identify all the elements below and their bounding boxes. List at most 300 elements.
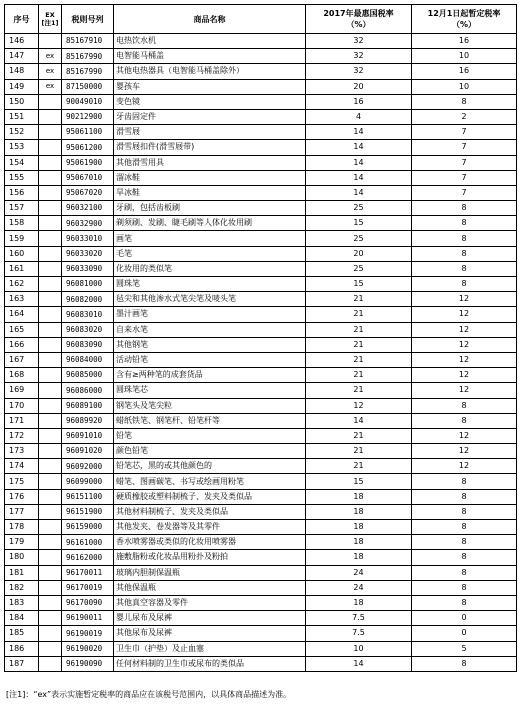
table-row bbox=[5, 520, 517, 535]
cell-name: 婴儿尿布及尿裤 bbox=[114, 611, 306, 626]
cell-name: 电热饮水机 bbox=[114, 34, 306, 49]
cell-no: 175 bbox=[5, 474, 39, 489]
cell-rate-dec: 10 bbox=[412, 79, 517, 94]
cell-code: 85167910 bbox=[62, 34, 114, 49]
table-row bbox=[5, 383, 517, 398]
cell-ex bbox=[39, 216, 62, 231]
cell-rate-2017: 16 bbox=[306, 94, 412, 109]
cell-code: 96032100 bbox=[62, 201, 114, 216]
cell-rate-dec: 7 bbox=[412, 140, 517, 155]
cell-rate-dec: 8 bbox=[412, 201, 517, 216]
cell-code: 96085000 bbox=[62, 368, 114, 383]
col-header-rate-dec-unit: （%） bbox=[451, 20, 476, 29]
table-row bbox=[5, 474, 517, 489]
cell-code: 96086000 bbox=[62, 383, 114, 398]
table-row bbox=[5, 34, 517, 49]
cell-no: 185 bbox=[5, 626, 39, 641]
cell-code: 95067010 bbox=[62, 170, 114, 185]
cell-code: 95061100 bbox=[62, 125, 114, 140]
col-header-no: 序号 bbox=[5, 5, 39, 34]
cell-rate-dec: 12 bbox=[412, 383, 517, 398]
cell-code: 96084000 bbox=[62, 352, 114, 367]
cell-rate-2017: 21 bbox=[306, 337, 412, 352]
cell-rate-2017: 18 bbox=[306, 504, 412, 519]
cell-ex bbox=[39, 125, 62, 140]
cell-rate-2017: 24 bbox=[306, 580, 412, 595]
cell-name: 含有≥两种笔的成套货品 bbox=[114, 368, 306, 383]
cell-ex: ex bbox=[39, 49, 62, 64]
cell-name: 圆珠笔芯 bbox=[114, 383, 306, 398]
table-row bbox=[5, 352, 517, 367]
cell-no: 171 bbox=[5, 413, 39, 428]
cell-no: 151 bbox=[5, 109, 39, 124]
cell-rate-dec: 12 bbox=[412, 428, 517, 443]
cell-no: 157 bbox=[5, 201, 39, 216]
cell-no: 167 bbox=[5, 352, 39, 367]
cell-code: 96170019 bbox=[62, 580, 114, 595]
table-row bbox=[5, 261, 517, 276]
cell-no: 178 bbox=[5, 520, 39, 535]
cell-rate-dec: 8 bbox=[412, 246, 517, 261]
table-row bbox=[5, 292, 517, 307]
cell-rate-dec: 8 bbox=[412, 580, 517, 595]
table-row bbox=[5, 307, 517, 322]
table-row bbox=[5, 565, 517, 580]
cell-rate-dec: 16 bbox=[412, 64, 517, 79]
cell-no: 172 bbox=[5, 428, 39, 443]
table-row bbox=[5, 155, 517, 170]
cell-rate-2017: 21 bbox=[306, 368, 412, 383]
cell-ex bbox=[39, 337, 62, 352]
cell-no: 148 bbox=[5, 64, 39, 79]
cell-rate-2017: 4 bbox=[306, 109, 412, 124]
table-body bbox=[5, 34, 517, 672]
cell-name: 施敷脂粉或化妆品用粉扑及粉拍 bbox=[114, 550, 306, 565]
cell-ex bbox=[39, 656, 62, 671]
cell-rate-2017: 14 bbox=[306, 170, 412, 185]
cell-rate-2017: 21 bbox=[306, 459, 412, 474]
cell-name: 其他发夹、卷发器等及其零件 bbox=[114, 520, 306, 535]
cell-code: 96033010 bbox=[62, 231, 114, 246]
cell-name: 其他真空容器及零件 bbox=[114, 595, 306, 610]
cell-rate-dec: 0 bbox=[412, 626, 517, 641]
cell-no: 177 bbox=[5, 504, 39, 519]
cell-code: 87150000 bbox=[62, 79, 114, 94]
cell-ex bbox=[39, 474, 62, 489]
col-header-name: 商品名称 bbox=[114, 5, 306, 34]
cell-name: 蜡纸铁笔、钢笔杆、铅笔杆等 bbox=[114, 413, 306, 428]
cell-ex bbox=[39, 428, 62, 443]
cell-name: 其他电热器具（电智能马桶盖除外） bbox=[114, 64, 306, 79]
cell-name: 任何材料制的卫生巾或尿布的类似品 bbox=[114, 656, 306, 671]
cell-ex bbox=[39, 261, 62, 276]
cell-rate-2017: 14 bbox=[306, 155, 412, 170]
cell-ex bbox=[39, 398, 62, 413]
cell-rate-2017: 32 bbox=[306, 34, 412, 49]
cell-rate-2017: 7.5 bbox=[306, 611, 412, 626]
cell-name: 香水喷雾器或类似的化妆用喷雾器 bbox=[114, 535, 306, 550]
cell-ex bbox=[39, 641, 62, 656]
cell-code: 96089920 bbox=[62, 413, 114, 428]
cell-no: 173 bbox=[5, 444, 39, 459]
cell-rate-2017: 21 bbox=[306, 383, 412, 398]
cell-ex bbox=[39, 231, 62, 246]
col-header-rate-dec bbox=[412, 5, 517, 34]
table-row bbox=[5, 322, 517, 337]
cell-no: 146 bbox=[5, 34, 39, 49]
cell-name: 毡尖和其他渗水式笔尖笔及唛头笔 bbox=[114, 292, 306, 307]
cell-name: 其他保温瓶 bbox=[114, 580, 306, 595]
cell-name: 玻璃内胆制保温瓶 bbox=[114, 565, 306, 580]
cell-ex bbox=[39, 535, 62, 550]
cell-rate-2017: 20 bbox=[306, 246, 412, 261]
cell-code: 96161000 bbox=[62, 535, 114, 550]
cell-rate-2017: 21 bbox=[306, 352, 412, 367]
cell-code: 96190011 bbox=[62, 611, 114, 626]
cell-ex bbox=[39, 322, 62, 337]
cell-rate-dec: 8 bbox=[412, 231, 517, 246]
cell-no: 180 bbox=[5, 550, 39, 565]
cell-rate-2017: 18 bbox=[306, 489, 412, 504]
table-row bbox=[5, 109, 517, 124]
cell-no: 181 bbox=[5, 565, 39, 580]
cell-ex bbox=[39, 565, 62, 580]
cell-no: 161 bbox=[5, 261, 39, 276]
cell-rate-dec: 7 bbox=[412, 155, 517, 170]
cell-code: 96081000 bbox=[62, 277, 114, 292]
cell-code: 96170090 bbox=[62, 595, 114, 610]
cell-name: 圆珠笔 bbox=[114, 277, 306, 292]
cell-code: 96159000 bbox=[62, 520, 114, 535]
table-row bbox=[5, 185, 517, 200]
cell-rate-dec: 8 bbox=[412, 474, 517, 489]
cell-name: 溜冰鞋 bbox=[114, 170, 306, 185]
table-row bbox=[5, 626, 517, 641]
table-row bbox=[5, 504, 517, 519]
table-row bbox=[5, 444, 517, 459]
cell-rate-2017: 25 bbox=[306, 201, 412, 216]
cell-ex bbox=[39, 94, 62, 109]
cell-name: 婴孩车 bbox=[114, 79, 306, 94]
cell-name: 其他尿布及尿裤 bbox=[114, 626, 306, 641]
cell-rate-2017: 15 bbox=[306, 277, 412, 292]
cell-rate-dec: 8 bbox=[412, 398, 517, 413]
cell-rate-2017: 12 bbox=[306, 398, 412, 413]
cell-ex bbox=[39, 580, 62, 595]
cell-code: 95061900 bbox=[62, 155, 114, 170]
cell-rate-2017: 7.5 bbox=[306, 626, 412, 641]
cell-ex: ex bbox=[39, 64, 62, 79]
cell-ex bbox=[39, 550, 62, 565]
cell-rate-dec: 7 bbox=[412, 170, 517, 185]
cell-name: 其他材料制梳子、发夹及类似品 bbox=[114, 504, 306, 519]
cell-ex bbox=[39, 611, 62, 626]
table-header-row bbox=[5, 5, 517, 34]
cell-rate-2017: 10 bbox=[306, 641, 412, 656]
table-row bbox=[5, 246, 517, 261]
table-row bbox=[5, 277, 517, 292]
table-row bbox=[5, 94, 517, 109]
cell-name: 卫生巾（护垫）及止血塞 bbox=[114, 641, 306, 656]
cell-rate-dec: 8 bbox=[412, 277, 517, 292]
cell-rate-dec: 8 bbox=[412, 504, 517, 519]
cell-ex bbox=[39, 444, 62, 459]
cell-code: 95067020 bbox=[62, 185, 114, 200]
cell-no: 187 bbox=[5, 656, 39, 671]
cell-code: 96170011 bbox=[62, 565, 114, 580]
cell-no: 184 bbox=[5, 611, 39, 626]
cell-ex bbox=[39, 201, 62, 216]
cell-rate-2017: 32 bbox=[306, 64, 412, 79]
cell-name: 铅笔 bbox=[114, 428, 306, 443]
cell-name: 其他滑雪用具 bbox=[114, 155, 306, 170]
cell-code: 90049010 bbox=[62, 94, 114, 109]
cell-rate-dec: 8 bbox=[412, 413, 517, 428]
cell-name: 滑雪屐 bbox=[114, 125, 306, 140]
table-row bbox=[5, 337, 517, 352]
cell-no: 152 bbox=[5, 125, 39, 140]
cell-ex bbox=[39, 109, 62, 124]
table-row bbox=[5, 79, 517, 94]
cell-no: 153 bbox=[5, 140, 39, 155]
cell-no: 179 bbox=[5, 535, 39, 550]
cell-rate-dec: 8 bbox=[412, 535, 517, 550]
cell-rate-2017: 32 bbox=[306, 49, 412, 64]
cell-rate-dec: 12 bbox=[412, 292, 517, 307]
cell-no: 186 bbox=[5, 641, 39, 656]
table-row bbox=[5, 125, 517, 140]
footnote: [注1]：“ex”表示实施暂定税率的商品应在该税号范围内，以具体商品描述为准。 bbox=[6, 690, 292, 699]
cell-name: 自来水笔 bbox=[114, 322, 306, 337]
cell-rate-dec: 8 bbox=[412, 550, 517, 565]
cell-rate-dec: 12 bbox=[412, 322, 517, 337]
cell-code: 85167990 bbox=[62, 49, 114, 64]
cell-name: 毛笔 bbox=[114, 246, 306, 261]
cell-no: 150 bbox=[5, 94, 39, 109]
col-header-rate-2017-label: 2017年最惠国税率 bbox=[323, 9, 394, 18]
cell-code: 96190020 bbox=[62, 641, 114, 656]
col-header-ex-note: [注1] bbox=[41, 19, 59, 27]
cell-code: 96190019 bbox=[62, 626, 114, 641]
cell-no: 176 bbox=[5, 489, 39, 504]
table-row bbox=[5, 201, 517, 216]
cell-ex bbox=[39, 520, 62, 535]
cell-name: 牙刷，包括齿板刷 bbox=[114, 201, 306, 216]
col-header-code: 税则号列 bbox=[62, 5, 114, 34]
cell-rate-2017: 14 bbox=[306, 656, 412, 671]
cell-ex bbox=[39, 185, 62, 200]
cell-ex bbox=[39, 170, 62, 185]
cell-code: 96089100 bbox=[62, 398, 114, 413]
cell-code: 96190090 bbox=[62, 656, 114, 671]
cell-rate-dec: 8 bbox=[412, 94, 517, 109]
cell-no: 155 bbox=[5, 170, 39, 185]
cell-no: 149 bbox=[5, 79, 39, 94]
cell-ex bbox=[39, 307, 62, 322]
cell-no: 183 bbox=[5, 595, 39, 610]
cell-code: 96151100 bbox=[62, 489, 114, 504]
table-row bbox=[5, 413, 517, 428]
cell-rate-dec: 8 bbox=[412, 656, 517, 671]
cell-rate-dec: 12 bbox=[412, 459, 517, 474]
cell-rate-dec: 12 bbox=[412, 337, 517, 352]
cell-code: 96091020 bbox=[62, 444, 114, 459]
cell-name: 旱冰鞋 bbox=[114, 185, 306, 200]
cell-ex bbox=[39, 413, 62, 428]
cell-rate-2017: 20 bbox=[306, 79, 412, 94]
cell-rate-dec: 8 bbox=[412, 520, 517, 535]
table-row bbox=[5, 64, 517, 79]
cell-no: 168 bbox=[5, 368, 39, 383]
table-row bbox=[5, 550, 517, 565]
cell-rate-dec: 12 bbox=[412, 307, 517, 322]
cell-ex bbox=[39, 155, 62, 170]
cell-code: 96151900 bbox=[62, 504, 114, 519]
cell-rate-dec: 8 bbox=[412, 595, 517, 610]
cell-rate-2017: 21 bbox=[306, 292, 412, 307]
cell-rate-2017: 18 bbox=[306, 595, 412, 610]
cell-rate-dec: 8 bbox=[412, 261, 517, 276]
cell-code: 96033090 bbox=[62, 261, 114, 276]
cell-ex bbox=[39, 352, 62, 367]
cell-name: 剃须刷、发刷、睫毛刷等人体化妆用刷 bbox=[114, 216, 306, 231]
cell-no: 182 bbox=[5, 580, 39, 595]
cell-rate-dec: 10 bbox=[412, 49, 517, 64]
cell-name: 颜色铅笔 bbox=[114, 444, 306, 459]
table-row bbox=[5, 535, 517, 550]
table-row bbox=[5, 368, 517, 383]
cell-code: 96083020 bbox=[62, 322, 114, 337]
table-row bbox=[5, 428, 517, 443]
col-header-rate-dec-label: 12月1日起暂定税率 bbox=[427, 9, 501, 18]
table-row bbox=[5, 656, 517, 671]
cell-rate-dec: 0 bbox=[412, 611, 517, 626]
cell-rate-2017: 14 bbox=[306, 140, 412, 155]
cell-code: 96082000 bbox=[62, 292, 114, 307]
cell-rate-dec: 8 bbox=[412, 489, 517, 504]
cell-no: 156 bbox=[5, 185, 39, 200]
cell-ex bbox=[39, 626, 62, 641]
cell-rate-dec: 8 bbox=[412, 565, 517, 580]
col-header-rate-2017-unit: （%） bbox=[346, 20, 371, 29]
cell-rate-dec: 12 bbox=[412, 368, 517, 383]
cell-no: 162 bbox=[5, 277, 39, 292]
cell-ex: ex bbox=[39, 79, 62, 94]
cell-ex bbox=[39, 34, 62, 49]
cell-rate-dec: 7 bbox=[412, 125, 517, 140]
cell-name: 铅笔芯，黑的或其他颜色的 bbox=[114, 459, 306, 474]
cell-ex bbox=[39, 489, 62, 504]
cell-ex bbox=[39, 459, 62, 474]
cell-rate-2017: 24 bbox=[306, 565, 412, 580]
cell-ex bbox=[39, 246, 62, 261]
cell-rate-dec: 16 bbox=[412, 34, 517, 49]
cell-rate-2017: 21 bbox=[306, 322, 412, 337]
cell-rate-2017: 21 bbox=[306, 307, 412, 322]
cell-name: 活动铅笔 bbox=[114, 352, 306, 367]
cell-ex bbox=[39, 368, 62, 383]
cell-code: 96033020 bbox=[62, 246, 114, 261]
cell-rate-2017: 15 bbox=[306, 474, 412, 489]
cell-code: 96099000 bbox=[62, 474, 114, 489]
tariff-table bbox=[4, 4, 517, 672]
cell-no: 165 bbox=[5, 322, 39, 337]
cell-name: 滑雪屐扣件(滑雪屐带) bbox=[114, 140, 306, 155]
cell-rate-dec: 2 bbox=[412, 109, 517, 124]
cell-name: 电智能马桶盖 bbox=[114, 49, 306, 64]
cell-rate-dec: 8 bbox=[412, 216, 517, 231]
cell-rate-dec: 5 bbox=[412, 641, 517, 656]
cell-code: 96092000 bbox=[62, 459, 114, 474]
cell-rate-2017: 14 bbox=[306, 185, 412, 200]
table-row bbox=[5, 49, 517, 64]
cell-ex bbox=[39, 292, 62, 307]
table-row bbox=[5, 595, 517, 610]
cell-no: 166 bbox=[5, 337, 39, 352]
col-header-ex-label: EX bbox=[45, 11, 55, 19]
table-row bbox=[5, 489, 517, 504]
cell-no: 159 bbox=[5, 231, 39, 246]
cell-name: 化妆用的类似笔 bbox=[114, 261, 306, 276]
cell-name: 画笔 bbox=[114, 231, 306, 246]
cell-code: 90212900 bbox=[62, 109, 114, 124]
cell-rate-dec: 7 bbox=[412, 185, 517, 200]
table-row bbox=[5, 398, 517, 413]
cell-name: 变色镜 bbox=[114, 94, 306, 109]
cell-name: 其他钢笔 bbox=[114, 337, 306, 352]
cell-rate-dec: 12 bbox=[412, 444, 517, 459]
table-row bbox=[5, 231, 517, 246]
cell-rate-2017: 14 bbox=[306, 413, 412, 428]
cell-name: 硬质橡胶或塑料制梳子、发夹及类似品 bbox=[114, 489, 306, 504]
cell-rate-2017: 21 bbox=[306, 444, 412, 459]
table-row bbox=[5, 641, 517, 656]
cell-no: 164 bbox=[5, 307, 39, 322]
cell-no: 158 bbox=[5, 216, 39, 231]
table-row bbox=[5, 611, 517, 626]
cell-code: 96083010 bbox=[62, 307, 114, 322]
cell-code: 95061200 bbox=[62, 140, 114, 155]
cell-code: 96083090 bbox=[62, 337, 114, 352]
cell-name: 墨汁画笔 bbox=[114, 307, 306, 322]
cell-no: 160 bbox=[5, 246, 39, 261]
cell-rate-2017: 21 bbox=[306, 428, 412, 443]
cell-rate-2017: 18 bbox=[306, 520, 412, 535]
cell-name: 钢笔头及笔尖粒 bbox=[114, 398, 306, 413]
cell-ex bbox=[39, 504, 62, 519]
cell-no: 174 bbox=[5, 459, 39, 474]
table-row bbox=[5, 580, 517, 595]
cell-ex bbox=[39, 277, 62, 292]
cell-ex bbox=[39, 383, 62, 398]
cell-no: 154 bbox=[5, 155, 39, 170]
cell-code: 96032900 bbox=[62, 216, 114, 231]
cell-name: 蜡笔、图画碳笔、书写或绘画用粉笔 bbox=[114, 474, 306, 489]
cell-ex bbox=[39, 140, 62, 155]
table-row bbox=[5, 216, 517, 231]
cell-rate-dec: 12 bbox=[412, 352, 517, 367]
cell-code: 96091010 bbox=[62, 428, 114, 443]
cell-rate-2017: 18 bbox=[306, 550, 412, 565]
table-row bbox=[5, 459, 517, 474]
cell-rate-2017: 25 bbox=[306, 231, 412, 246]
cell-rate-2017: 15 bbox=[306, 216, 412, 231]
cell-rate-2017: 14 bbox=[306, 125, 412, 140]
cell-name: 牙齿固定件 bbox=[114, 109, 306, 124]
cell-no: 170 bbox=[5, 398, 39, 413]
col-header-rate-2017 bbox=[306, 5, 412, 34]
cell-code: 96162000 bbox=[62, 550, 114, 565]
